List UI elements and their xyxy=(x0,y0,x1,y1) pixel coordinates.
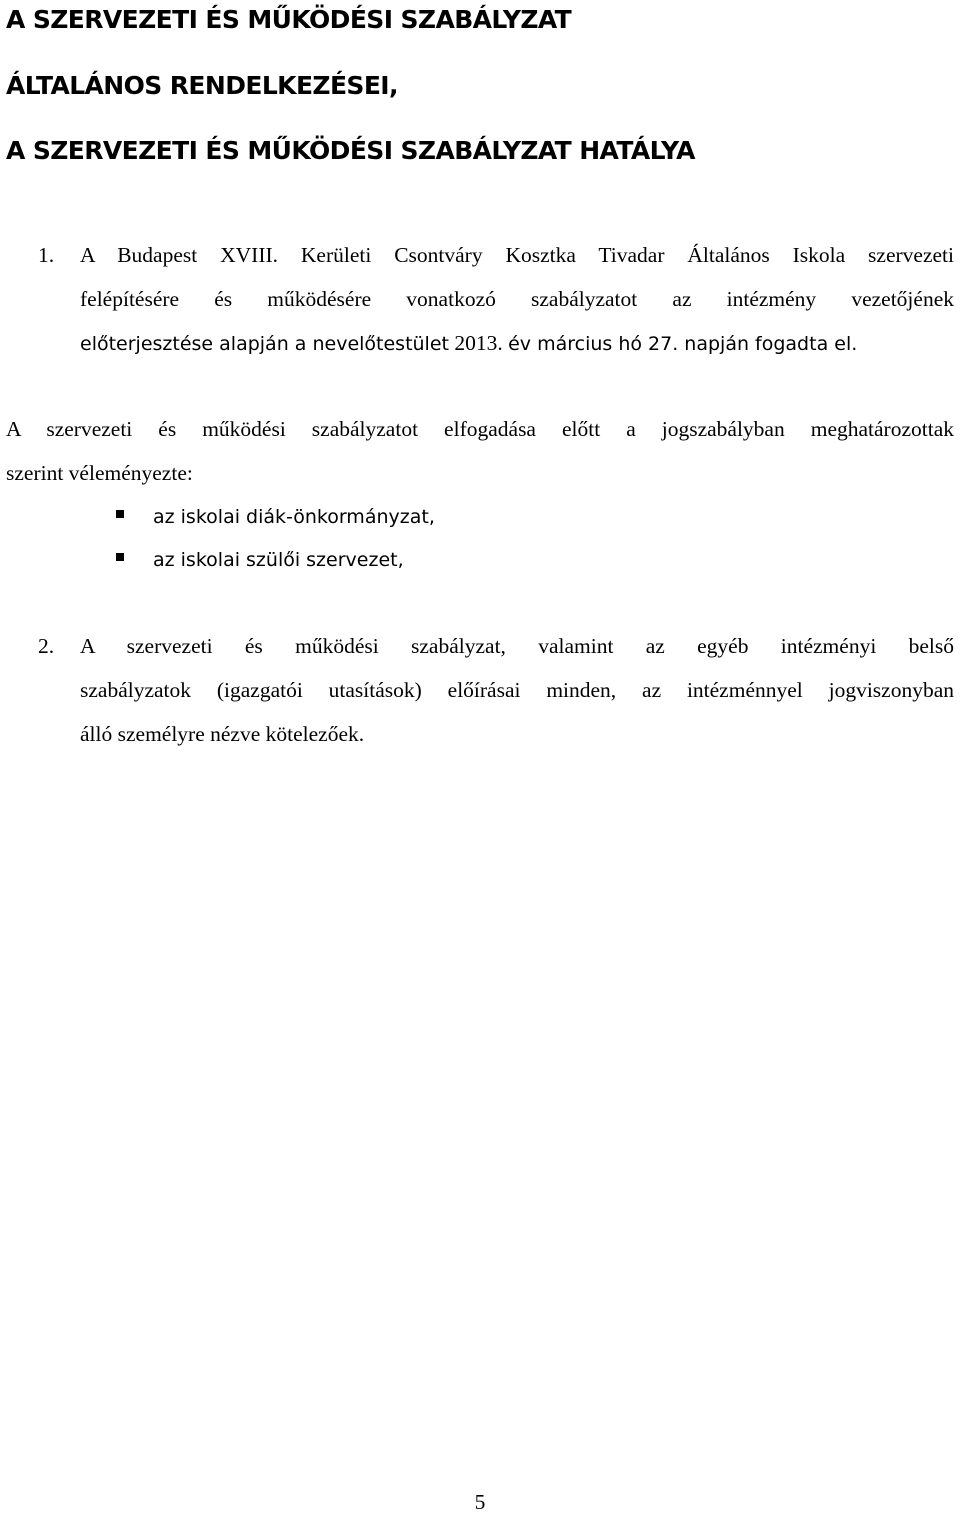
section-2-number: 2. xyxy=(38,634,55,658)
bullet-square-icon xyxy=(116,510,124,518)
consultation-line-2: szerint véleményezte: xyxy=(6,461,193,485)
section-1-line-1: A Budapest XVIII. Kerületi Csontváry Kosztka Tivadar Általános Iskola szervezeti xyxy=(80,243,954,267)
bullet-item-2: az iskolai szülői szervezet, xyxy=(153,549,404,571)
document-heading-line-3: A SZERVEZETI ÉS MŰKÖDÉSI SZABÁLYZAT HATÁLYA xyxy=(6,136,695,165)
bullet-item-1: az iskolai diák-önkormányzat, xyxy=(153,506,435,528)
section-2-line-3: álló személyre nézve kötelezőek. xyxy=(80,722,365,746)
page-number: 5 xyxy=(474,1490,486,1514)
section-1-line-3-part-2: év március hó 27. napján fogadta el. xyxy=(508,333,858,355)
section-1-line-3 xyxy=(80,329,857,358)
section-1-line-3-year: 2013. xyxy=(454,331,503,355)
consultation-line-1: A szervezeti és működési szabályzatot elfogadása előtt a jogszabályban meghatározottak xyxy=(6,417,954,441)
section-2-line-2: szabályzatok (igazgatói utasítások) előírásai minden, az intézménnyel jogviszonyban xyxy=(80,678,954,702)
section-1-number: 1. xyxy=(38,243,55,267)
document-heading-line-2: ÁLTALÁNOS RENDELKEZÉSEI, xyxy=(6,71,398,100)
document-heading-line-1: A SZERVEZETI ÉS MŰKÖDÉSI SZABÁLYZAT xyxy=(6,5,572,34)
bullet-square-icon xyxy=(116,553,124,561)
section-1-line-2: felépítésére és működésére vonatkozó szabályzatot az intézmény vezetőjének xyxy=(80,287,954,311)
section-1-line-3-part-1: előterjesztése alapján a nevelőtestület xyxy=(80,333,449,355)
section-2-line-1: A szervezeti és működési szabályzat, valamint az egyéb intézményi belső xyxy=(80,634,954,658)
